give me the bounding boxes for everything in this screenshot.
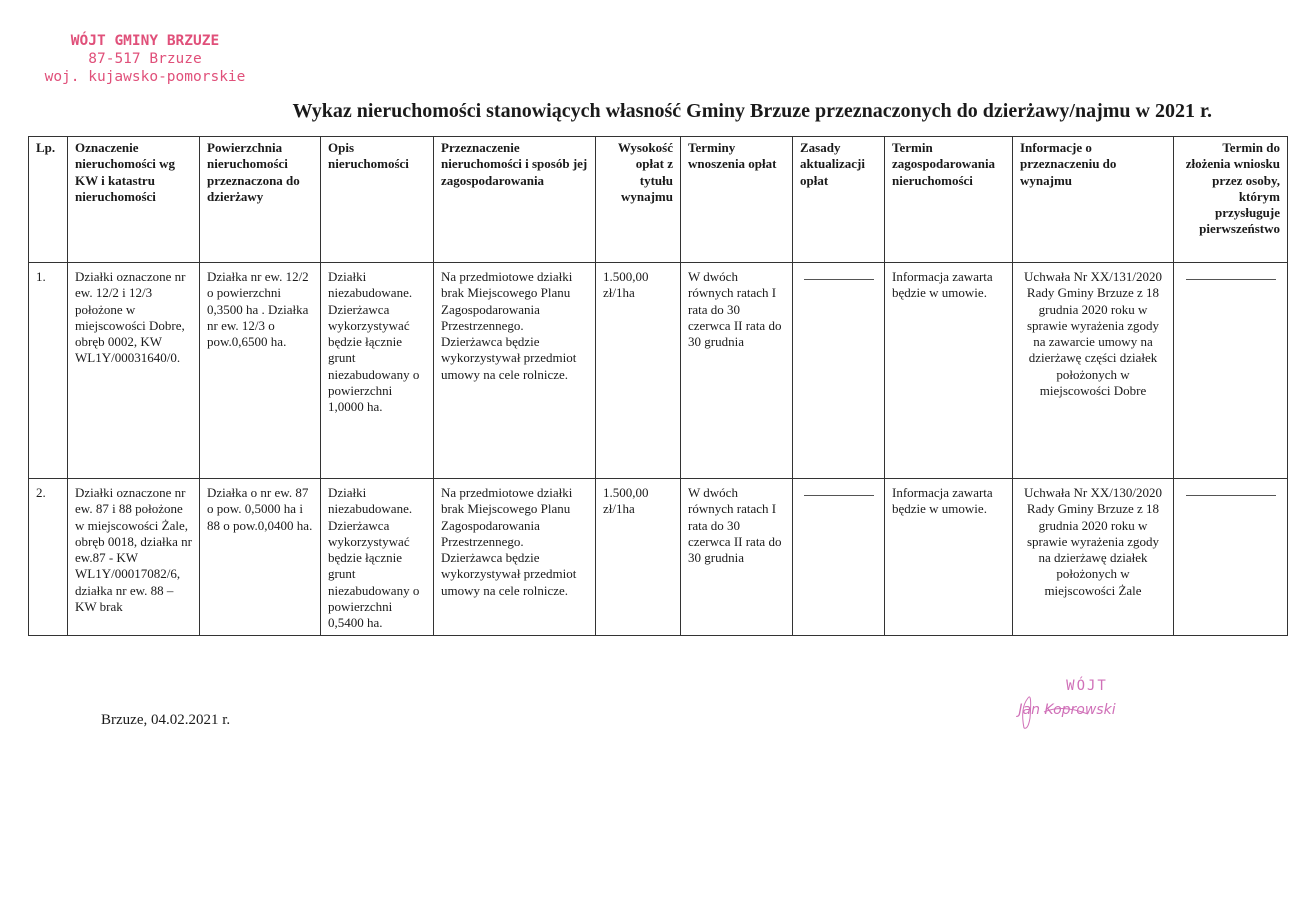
cell-termin-zagospodarowania: Informacja zawarta będzie w umowie. [885,263,1013,479]
document-title: Wykaz nieruchomości stanowiących własność Gminy Brzuze przeznaczonych do dzierżawy/najmu w 2021 r. [292,100,1212,122]
cell-opis: Działki niezabudowane. Dzierżawca wykorzystywać będzie łącznie grunt niezabudowany o powierzchni 0,5400 ha. [321,479,434,636]
signature-stamp [1002,678,1132,718]
signature-name: Jan Koprowski [1018,702,1116,718]
blank-line [804,279,874,280]
blank-line [804,495,874,496]
cell-lp: 1. [29,263,68,479]
cell-terminy: W dwóch równych ratach I rata do 30 czerwca II rata do 30 grudnia [681,263,793,479]
header-informacje: Informacje o przeznaczeniu do wynajmu [1013,137,1174,263]
header-termin-zagospodarowania: Termin zagospodarowania nieruchomości [885,137,1013,263]
blank-line [1186,495,1276,496]
cell-informacje: Uchwała Nr XX/130/2020 Rady Gminy Brzuze z 18 grudnia 2020 roku w sprawie wyrażenia zgody na dzierżawę działek położonych w miejscowości Żale [1013,479,1174,636]
cell-informacje: Uchwała Nr XX/131/2020 Rady Gminy Brzuze z 18 grudnia 2020 roku w sprawie wyrażenia zgody na zawarcie umowy na dzierżawę części działek położonych w miejscowości Dobre [1013,263,1174,479]
cell-powierzchnia: Działka o nr ew. 87 o pow. 0,5000 ha i 88 o pow.0,0400 ha. [200,479,321,636]
cell-termin-wniosku-empty [1174,479,1288,636]
header-przeznaczenie: Przeznaczenie nieruchomości i sposób jej zagospodarowania [434,137,596,263]
cell-zasady-empty [793,263,885,479]
cell-zasady-empty [793,479,885,636]
property-table [28,136,1288,636]
cell-termin-zagospodarowania: Informacja zawarta będzie w umowie. [885,479,1013,636]
header-opis: Opis nieruchomości [321,137,434,263]
place-and-date: Brzuze, 04.02.2021 r. [101,712,231,728]
stamp-line-postal: 87-517 Brzuze [88,51,202,67]
cell-opis: Działki niezabudowane. Dzierżawca wykorzystywać będzie łącznie grunt niezabudowany o powierzchni 1,0000 ha. [321,263,434,479]
cell-powierzchnia: Działka nr ew. 12/2 o powierzchni 0,3500 ha . Działka nr ew. 12/3 o pow.0,6500 ha. [200,263,321,479]
cell-przeznaczenie: Na przedmiotowe działki brak Miejscowego Planu Zagospodarowania Przestrzennego. Dzierżawca będzie wykorzystywał przedmiot umowy na cele rolnicze. [434,479,596,636]
stamp-line-region: woj. kujawsko-pomorskie [44,69,246,85]
blank-line [1186,279,1276,280]
cell-oplaty: 1.500,00 zł/1ha [596,263,681,479]
cell-terminy: W dwóch równych ratach I rata do 30 czerwca II rata do 30 grudnia [681,479,793,636]
cell-termin-wniosku-empty [1174,263,1288,479]
header-termin-wniosku: Termin do złożenia wniosku przez osoby, którym przysługuje pierwszeństwo [1174,137,1288,263]
cell-lp: 2. [29,479,68,636]
table-row [29,263,1288,479]
table-header-row [29,137,1288,263]
office-stamp [30,32,260,86]
cell-przeznaczenie: Na przedmiotowe działki brak Miejscowego Planu Zagospodarowania Przestrzennego. Dzierżawca będzie wykorzystywał przedmiot umowy na cele rolnicze. [434,263,596,479]
cell-oznaczenie: Działki oznaczone nr ew. 12/2 i 12/3 położone w miejscowości Dobre, obręb 0002, KW WL1Y/00031640/0. [68,263,200,479]
header-zasady: Zasady aktualizacji opłat [793,137,885,263]
header-oznaczenie: Oznaczenie nieruchomości wg KW i katastru nieruchomości [68,137,200,263]
header-terminy: Terminy wnoszenia opłat [681,137,793,263]
table-row [29,479,1288,636]
signature-role: WÓJT [1066,678,1108,694]
header-powierzchnia: Powierzchnia nieruchomości przeznaczona do dzierżawy [200,137,321,263]
header-oplaty: Wysokość opłat z tytułu wynajmu [596,137,681,263]
header-lp: Lp. [29,137,68,263]
stamp-line-office: WÓJT GMINY BRZUZE [70,33,220,49]
cell-oznaczenie: Działki oznaczone nr ew. 87 i 88 położone w miejscowości Żale, obręb 0018, działka nr ew.87 - KW WL1Y/00017082/6, działka nr ew. 88 – KW brak [68,479,200,636]
cell-oplaty: 1.500,00 zł/1ha [596,479,681,636]
